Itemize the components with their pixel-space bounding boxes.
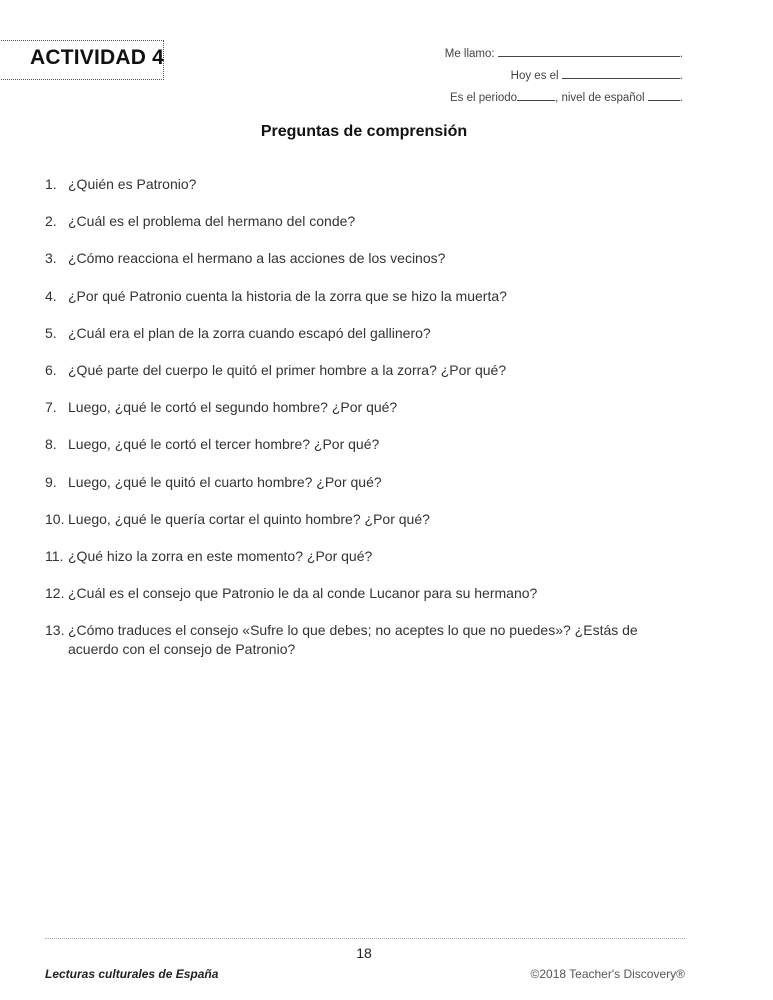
question-number: 2. (45, 213, 57, 230)
question-item (45, 398, 665, 417)
section-heading: Preguntas de comprensión (260, 123, 468, 140)
question-number: 6. (45, 362, 57, 378)
question-item (45, 361, 665, 380)
question-number: 13. (45, 622, 65, 639)
date-blank (562, 67, 680, 79)
name-blank (498, 45, 680, 57)
question-number: 4. (45, 287, 57, 304)
name-label: Me llamo: (444, 48, 495, 60)
question-number: 1. (45, 176, 57, 192)
question-item (45, 510, 665, 529)
question-item (45, 175, 665, 194)
question-text: Luego, ¿qué le quitó el cuarto hombre? ¿Por qué? (68, 473, 382, 490)
question-text: ¿Qué hizo la zorra en este momento? ¿Por qué? (68, 548, 373, 564)
period-field: Es el periodo , nivel de español . (450, 89, 683, 104)
question-text: ¿Cómo traduces el consejo «Sufre lo que debes; no aceptes lo que no puedes»? ¿Estás de acuerdo con el consejo de Patronio? (68, 622, 638, 658)
date-label: Hoy es el (510, 70, 559, 82)
footer-divider (45, 938, 685, 939)
question-number: 11. (45, 548, 64, 564)
question-item (45, 435, 665, 454)
name-field: Me llamo: . (445, 45, 683, 60)
question-text: ¿Cuál es el consejo que Patronio le da al conde Lucanor para su hermano? (68, 585, 538, 602)
question-item (45, 287, 665, 306)
question-text: ¿Cuál era el plan de la zorra cuando escapó del gallinero? (68, 324, 431, 341)
question-text: ¿Cómo reacciona el hermano a las acciones de los vecinos? (68, 250, 446, 267)
question-number: 12. (45, 585, 65, 602)
question-item (45, 621, 665, 659)
period-blank (517, 89, 555, 101)
question-text: Luego, ¿qué le quería cortar el quinto hombre? ¿Por qué? (68, 510, 430, 527)
level-label: , nivel de español (555, 92, 645, 104)
question-text: Luego, ¿qué le cortó el tercer hombre? ¿Por qué? (68, 436, 380, 453)
question-number: 10. (45, 510, 65, 527)
question-item (45, 473, 665, 492)
question-item (45, 249, 665, 268)
question-item (45, 584, 665, 603)
question-text: Luego, ¿qué le cortó el segundo hombre? ¿Por qué? (68, 399, 398, 416)
question-number: 9. (45, 473, 57, 490)
copyright: ©2018 Teacher's Discovery® (530, 967, 685, 981)
question-item (45, 212, 665, 231)
level-blank (648, 89, 680, 101)
question-text: ¿Quién es Patronio? (68, 176, 197, 192)
question-number: 7. (45, 399, 57, 416)
question-text: ¿Cuál es el problema del hermano del conde? (68, 213, 356, 230)
period-label: Es el periodo (449, 92, 518, 104)
activity-title: ACTIVIDAD 4 (30, 46, 165, 69)
question-number: 3. (45, 250, 57, 267)
question-text: ¿Por qué Patronio cuenta la historia de la zorra que se hizo la muerta? (68, 287, 507, 304)
question-item (45, 547, 665, 566)
question-number: 5. (45, 324, 57, 341)
question-text: ¿Qué parte del cuerpo le quitó el primer hombre a la zorra? ¿Por qué? (68, 362, 507, 378)
book-title: Lecturas culturales de España (45, 967, 219, 981)
page-number: 18 (356, 945, 372, 961)
question-number: 8. (45, 436, 57, 453)
question-item (45, 324, 665, 343)
date-field: Hoy es el . (511, 67, 683, 82)
